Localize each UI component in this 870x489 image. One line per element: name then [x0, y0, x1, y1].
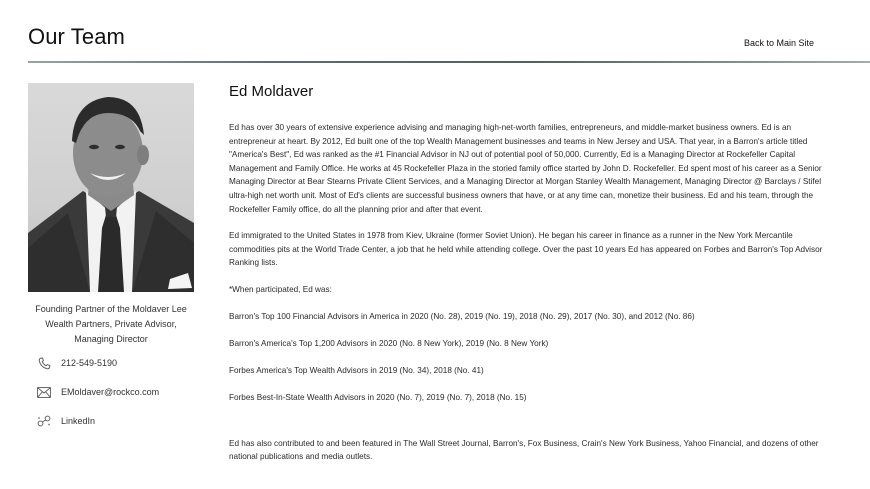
contact-phone[interactable] — [28, 356, 194, 370]
contact-list — [28, 356, 194, 428]
phone-icon — [36, 356, 52, 370]
page-title: Our Team — [28, 24, 125, 49]
bio — [229, 121, 829, 464]
linkedin-link[interactable]: LinkedIn — [61, 416, 96, 426]
award-item: Forbes America's Top Wealth Advisors in 2019 (No. 34), 2018 (No. 41) — [229, 365, 484, 375]
email-link[interactable]: EMoldaver@rockco.com — [61, 387, 160, 397]
award-item: Forbes Best-In-State Wealth Advisors in 2020 (No. 7), 2019 (No. 7), 2018 (No. 15) — [229, 392, 527, 402]
profile-sidebar — [28, 83, 194, 443]
phone-link[interactable]: 212-549-5190 — [61, 358, 118, 368]
contact-linkedin[interactable] — [28, 414, 194, 428]
profile-role: Founding Partner of the Moldaver Lee Wealth Partners, Private Advisor, Managing Director — [35, 304, 187, 344]
bio-paragraph-1: Ed has over 30 years of extensive experience advising and managing high-net-worth families, entrepreneurs, and middle-market business owners. Ed is an entrepreneur at heart. By 2012, Ed built one of the top Wealth Management businesses and teams in New Jersey and USA. That year, in a Barron's article titled "America's Best", Ed was ranked as the #1 Financial Advisor in NJ out of potential pool of 50,000. Currently, Ed is a Managing Director at Rockefeller Capital Management and Family Office. He works at 45 Rockefeller Plaza in the storied family office started by John D. Rockefeller. Ed spent most of his career as a Senior Managing Director at Bear Stearns Private Client Services, and a Managing Director at Morgan Stanley Wealth Management, Managing Director @ Barclays / Stifel ultra-high net worth unit. Most of Ed's clients are successful business owners that have, or at any time can, monetize their business. Ed and his team, through the Rockefeller Family office, do all the planning prior and after that event. — [229, 123, 822, 214]
awards-list — [229, 310, 829, 418]
profile-main — [229, 83, 829, 464]
back-to-main-site-link[interactable]: Back to Main Site — [744, 38, 815, 48]
award-item: Barron's Top 100 Financial Advisors in America in 2020 (No. 28), 2019 (No. 19), 2018 (No. 29), 2017 (No. 30), and 2012 (No. 86) — [229, 311, 695, 321]
linkedin-icon — [36, 414, 52, 428]
contact-email[interactable] — [28, 385, 194, 399]
award-item: Barron's America's Top 1,200 Advisors in 2020 (No. 8 New York), 2019 (No. 8 New York) — [229, 338, 549, 348]
person-name: Ed Moldaver — [229, 83, 314, 100]
bio-paragraph-2: Ed immigrated to the United States in 1978 from Kiev, Ukraine (former Soviet Union). He began his career in finance as a runner in the New York Mercantile commodities pits at the World Trade Center, a job that he held while attending college. Over the past 10 years Ed has appeared on Forbes and Barron's Top Advisor Ranking lists. — [229, 231, 823, 268]
bio-closing: Ed has also contributed to and been featured in The Wall Street Journal, Barron's, Fox Business, Crain's New York Business, Yahoo Financial, and dozens of other national publications and media outlets. — [229, 438, 819, 462]
portrait-illustration — [28, 83, 194, 292]
mail-icon — [36, 385, 52, 399]
header-divider — [28, 61, 870, 63]
profile-photo — [28, 83, 194, 292]
page-header — [0, 0, 870, 64]
awards-note: *When participated, Ed was: — [229, 284, 332, 294]
